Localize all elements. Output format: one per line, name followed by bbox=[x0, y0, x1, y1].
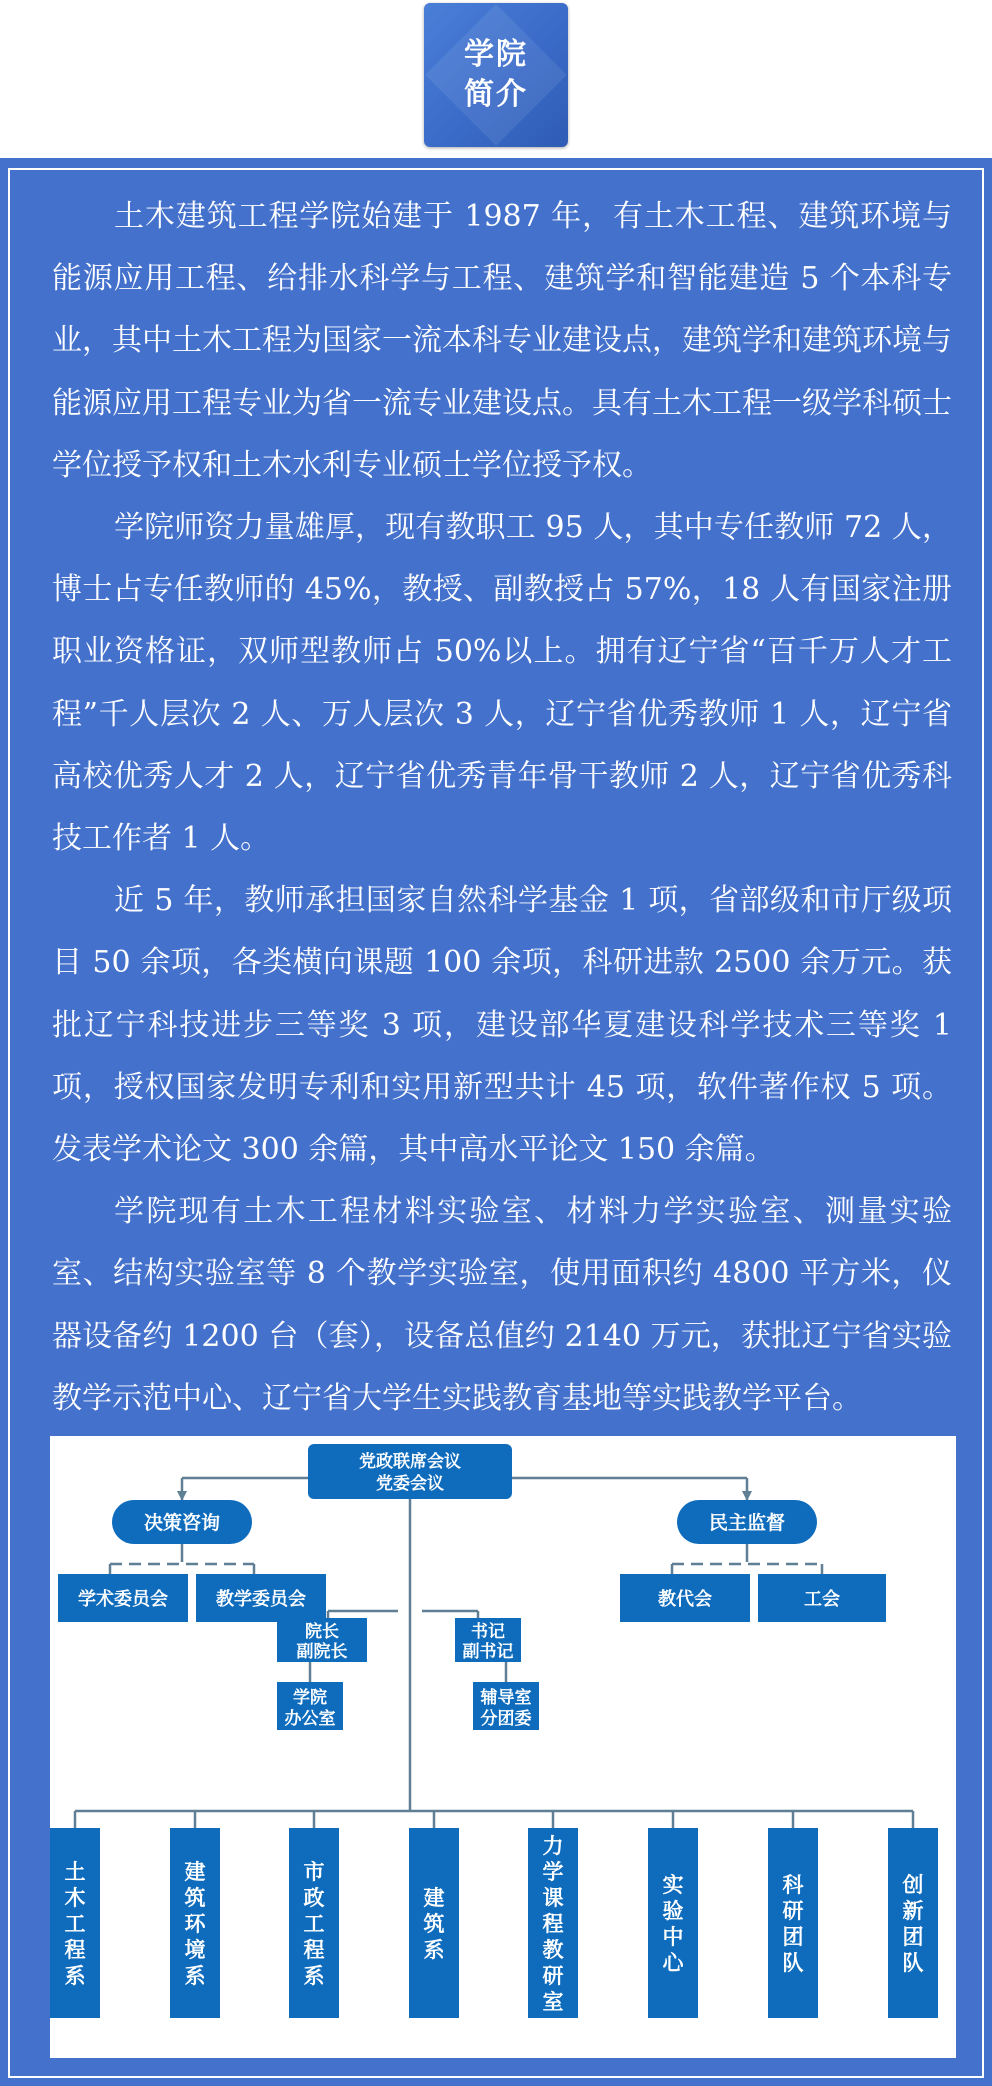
org-unit-label: 建筑环境系 bbox=[184, 1860, 206, 1988]
org-node-secretary-line1: 书记 bbox=[471, 1622, 505, 1642]
org-unit-label: 力学课程教研室 bbox=[542, 1834, 564, 2014]
org-unit-box bbox=[648, 1828, 698, 2018]
org-node-dean-office-line2: 办公室 bbox=[284, 1709, 336, 1729]
org-node-top bbox=[308, 1444, 512, 1499]
org-units bbox=[50, 1828, 938, 2018]
intro-paragraph-1: 土木建筑工程学院始建于 1987 年，有土木工程、建筑环境与能源应用工程、给排水科学与工程、建筑学和智能建造 5 个本科专业，其中土木工程为国家一流本科专业建设点，建筑学和建筑环境与能源应用工程专业为省一流专业建设点。具有土木工程一级学科硕士学位授予权和土木水利专业硕士学位授予权。 bbox=[52, 199, 952, 483]
title-line-2: 简介 bbox=[464, 77, 528, 112]
title-line-1: 学院 bbox=[464, 37, 528, 72]
org-node-top-line1: 党政联席会议 bbox=[359, 1452, 461, 1472]
org-unit-label: 创新团队 bbox=[902, 1873, 924, 1975]
org-unit-7 bbox=[768, 1828, 818, 2018]
org-unit-3 bbox=[289, 1828, 339, 2018]
org-chart-svg bbox=[50, 1436, 956, 2058]
org-node-academic-committee-label: 学术委员会 bbox=[78, 1589, 168, 1610]
org-unit-label: 市政工程系 bbox=[303, 1860, 325, 1988]
org-node-dean-line1: 院长 bbox=[305, 1622, 339, 1642]
org-node-secretary-line2: 副书记 bbox=[462, 1642, 514, 1662]
section-title-badge bbox=[424, 3, 568, 147]
org-unit-label: 土木工程系 bbox=[64, 1860, 86, 1988]
org-node-decision-label: 决策咨询 bbox=[143, 1512, 221, 1534]
org-node-dean bbox=[277, 1618, 367, 1662]
org-node-counselor-office bbox=[473, 1682, 539, 1730]
org-node-dean-line2: 副院长 bbox=[296, 1642, 348, 1662]
org-unit-6 bbox=[648, 1828, 698, 2018]
intro-paragraph-3: 近 5 年，教师承担国家自然科学基金 1 项，省部级和市厅级项目 50 余项，各类横向课题 100 余项，科研进款 2500 余万元。获批辽宁科技进步三等奖 3 项，建设部华夏建设科学技术三等奖 1 项，授权国家发明专利和实用新型共计 45 项，软件著作权 5 项。发表学术论文 300 余篇，其中高水平论文 150 余篇。 bbox=[52, 883, 952, 1168]
intro-paragraph-4: 学院现有土木工程材料实验室、材料力学实验室、测量实验室、结构实验室等 8 个教学实验室，使用面积约 4800 平方米，仪器设备约 1200 台（套），设备总值约 2140 万元，获批辽宁省实验教学示范中心、辽宁省大学生实践教育基地等实践教学平台。 bbox=[52, 1194, 952, 1416]
org-unit-label: 建筑系 bbox=[423, 1886, 445, 1962]
org-node-supervision bbox=[677, 1500, 817, 1544]
org-node-secretary bbox=[455, 1618, 521, 1662]
org-node-staff-congress-label: 教代会 bbox=[658, 1589, 712, 1610]
org-dashed-brackets bbox=[110, 1564, 822, 1574]
intro-paragraph-2: 学院师资力量雄厚，现有教职工 95 人，其中专任教师 72 人，博士占专任教师的 45%，教授、副教授占 57%，18 人有国家注册职业资格证，双师型教师占 50%以上。拥有辽宁省“百千万人才工程”千人层次 2 人、万人层次 3 人，辽宁省优秀教师 1 人，辽宁省高校优秀人才 2 人，辽宁省优秀青年骨干教师 2 人，辽宁省优秀科技工作者 1 人。 bbox=[52, 510, 952, 857]
org-node-union-label: 工会 bbox=[804, 1589, 840, 1610]
org-node-top-line2: 党委会议 bbox=[376, 1474, 444, 1494]
org-unit-label: 实验中心 bbox=[662, 1873, 684, 1975]
org-unit-box bbox=[888, 1828, 938, 2018]
org-unit-4 bbox=[409, 1828, 459, 2018]
org-node-dean-office bbox=[277, 1682, 343, 1730]
org-node-union bbox=[758, 1574, 886, 1622]
org-chart bbox=[50, 1436, 956, 2058]
org-node-teaching-committee bbox=[196, 1574, 326, 1622]
org-node-supervision-label: 民主监督 bbox=[708, 1512, 786, 1534]
org-node-counselor-office-line2: 分团委 bbox=[480, 1709, 532, 1729]
org-unit-box bbox=[768, 1828, 818, 2018]
org-unit-2 bbox=[170, 1828, 220, 2018]
org-node-decision bbox=[112, 1500, 252, 1544]
org-unit-8 bbox=[888, 1828, 938, 2018]
org-unit-1 bbox=[50, 1828, 100, 2018]
org-node-academic-committee bbox=[58, 1574, 188, 1622]
org-node-teaching-committee-label: 教学委员会 bbox=[216, 1589, 306, 1610]
intro-text bbox=[52, 186, 952, 1430]
org-unit-5 bbox=[528, 1828, 578, 2018]
org-node-counselor-office-line1: 辅导室 bbox=[480, 1688, 532, 1708]
org-node-staff-congress bbox=[620, 1574, 750, 1622]
org-node-dean-office-line1: 学院 bbox=[293, 1688, 327, 1708]
org-unit-label: 科研团队 bbox=[782, 1873, 804, 1975]
